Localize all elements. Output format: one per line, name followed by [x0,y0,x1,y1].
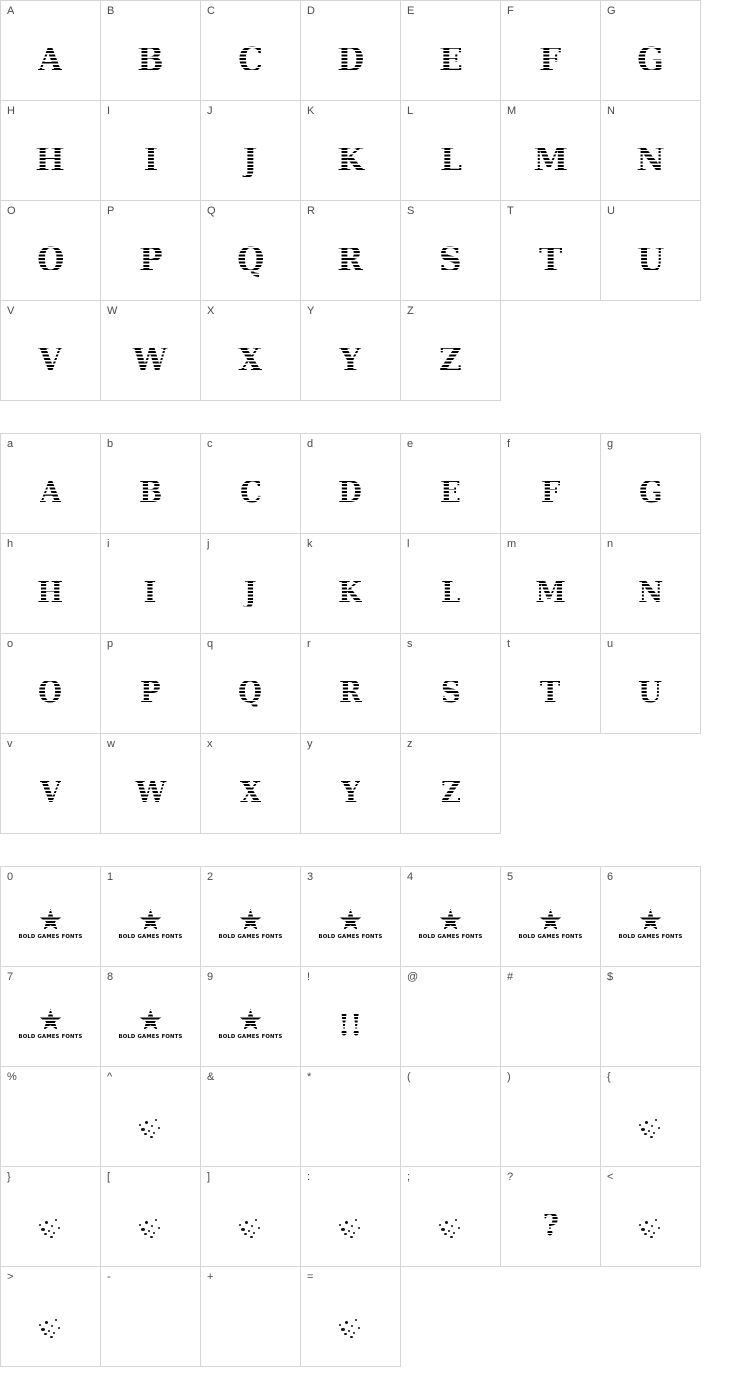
glyph-preview [401,895,500,957]
charmap-row [1,967,701,1067]
charmap-cell[interactable] [601,867,701,967]
cell-label: ; [407,1171,411,1183]
charmap-cell[interactable] [301,1067,401,1167]
charmap-cell[interactable] [301,534,401,634]
glyph-preview: W [132,340,169,380]
block-spacer-1 [0,401,740,433]
cell-label: F [507,5,514,17]
cell-label: [ [107,1171,111,1183]
glyph-preview: U [636,240,665,280]
cell-label: { [607,1071,611,1083]
charmap-cell[interactable] [101,967,201,1067]
glyph-preview: B [137,40,164,80]
charmap-row [1,1267,701,1367]
glyph-preview: P [140,675,161,710]
charmap-cell[interactable] [601,634,701,734]
cell-label: q [207,638,214,650]
charmap-cell[interactable] [101,1167,201,1267]
charmap-cell[interactable] [301,967,401,1067]
lowercase-block [0,433,740,834]
cell-label: % [7,1071,17,1083]
charmap-cell[interactable] [101,734,201,834]
charmap-cell[interactable] [201,634,301,734]
glyph-preview [201,995,300,1057]
glyph-preview: E [438,40,463,80]
charmap-cell[interactable] [201,201,301,301]
charmap-cell[interactable] [501,534,601,634]
glyph-preview [301,895,400,957]
cell-label: w [107,738,115,750]
charmap-cell[interactable] [401,967,501,1067]
charmap-cell[interactable] [201,101,301,201]
cell-label: m [507,538,517,550]
cell-label: D [307,5,315,17]
cell-label: # [507,971,514,983]
cell-label: P [107,205,115,217]
charmap-empty-cell [501,1267,601,1367]
wordmark-text: BOLD GAMES FONTS [418,933,483,940]
charmap-cell[interactable] [201,734,301,834]
cell-label: s [407,638,413,650]
wordmark-text: BOLD GAMES FONTS [618,933,683,940]
star-icon: ★ BOLD GAMES FONTS [18,1005,83,1040]
cell-label: - [107,1271,111,1283]
charmap-cell[interactable] [201,1,301,101]
wordmark-text: BOLD GAMES FONTS [218,1033,283,1040]
cell-label: t [507,638,511,650]
charmap-cell[interactable] [201,867,301,967]
cell-label: } [7,1171,11,1183]
glyph-preview: F [540,475,561,510]
glyph-speck-mark [301,1295,400,1357]
charmap-cell[interactable] [101,201,201,301]
charmap-cell[interactable] [501,867,601,967]
glyph-preview: S [440,675,461,710]
cell-label: k [307,538,313,550]
cell-label: ( [407,1071,411,1083]
charmap-empty-cell [601,301,701,401]
charmap-row [1,1167,701,1267]
glyph-preview [101,895,200,957]
glyph-preview: H [37,575,64,610]
cell-label: 7 [7,971,14,983]
charmap-cell[interactable] [601,434,701,534]
cell-label: C [207,5,215,17]
glyph-preview [501,895,600,957]
cell-label: V [7,305,15,317]
charmap-cell[interactable] [601,1167,701,1267]
glyph-preview: R [337,240,364,280]
uppercase-table [0,0,701,401]
glyph-preview: M [533,140,568,180]
star-icon: ★ BOLD GAMES FONTS [618,905,683,940]
charmap-cell[interactable] [1,301,101,401]
symbols-block [0,866,740,1367]
cell-label: E [407,5,415,17]
glyph-preview [1,895,100,957]
charmap-cell[interactable] [201,967,301,1067]
cell-label: U [607,205,615,217]
charmap-row [1,201,701,301]
charmap-cell[interactable] [1,967,101,1067]
glyph-preview [101,995,200,1057]
cell-label: g [607,438,614,450]
cell-label: o [7,638,14,650]
charmap-cell[interactable] [401,1,501,101]
charmap-cell[interactable] [301,634,401,734]
charmap-cell[interactable] [601,1,701,101]
charmap-cell[interactable] [501,1067,601,1167]
charmap-cell[interactable] [401,534,501,634]
charmap-cell[interactable] [301,734,401,834]
glyph-speck-mark [401,1195,500,1257]
charmap-cell[interactable] [1,634,101,734]
cell-label: 3 [307,871,314,883]
glyph-speck-mark [201,1195,300,1257]
charmap-cell[interactable] [201,301,301,401]
charmap-cell[interactable] [1,1167,101,1267]
charmap-cell[interactable] [501,634,601,734]
cell-label: I [107,105,111,117]
cell-label: 0 [7,871,14,883]
glyph-preview: N [636,140,665,180]
glyph-preview: F [539,40,562,80]
star-icon: ★ BOLD GAMES FONTS [418,905,483,940]
glyph-preview: U [638,675,663,710]
charmap-empty-cell [501,734,601,834]
cell-label: a [7,438,14,450]
charmap-cell[interactable] [501,1,601,101]
cell-label: @ [407,971,419,983]
charmap-cell[interactable] [101,101,201,201]
glyph-preview: X [239,775,262,810]
cell-label: A [7,5,15,17]
wordmark-text: BOLD GAMES FONTS [18,1033,83,1040]
charmap-cell[interactable] [201,1067,301,1167]
charmap-cell[interactable] [201,434,301,534]
glyph-preview: !! [338,1008,363,1043]
charmap-cell[interactable] [401,634,501,734]
glyph-speck-mark [1,1195,100,1257]
charmap-cell[interactable] [101,301,201,401]
glyph-preview: H [35,140,66,180]
wordmark-text: BOLD GAMES FONTS [118,933,183,940]
cell-label: f [507,438,511,450]
charmap-cell[interactable] [101,1267,201,1367]
glyph-preview: N [637,575,664,610]
charmap-row [1,534,701,634]
glyph-preview: B [138,475,163,510]
glyph-preview: L [440,575,461,610]
cell-label: Y [307,305,315,317]
star-icon: ★ BOLD GAMES FONTS [118,1005,183,1040]
glyph-preview: I [143,140,158,180]
charmap-cell[interactable] [301,434,401,534]
glyph-preview: V [38,340,63,380]
cell-label: X [207,305,215,317]
glyph-preview [601,895,700,957]
glyph-speck-mark [101,1195,200,1257]
cell-label: i [107,538,110,550]
glyph-preview [201,895,300,957]
cell-label: H [7,105,15,117]
star-icon: ★ BOLD GAMES FONTS [318,905,383,940]
charmap-empty-cell [601,1267,701,1367]
charmap-cell[interactable] [301,101,401,201]
glyph-preview: L [439,140,462,180]
charmap-empty-cell [501,301,601,401]
cell-label: ? [507,1171,514,1183]
charmap-cell[interactable] [101,634,201,734]
cell-label: = [307,1271,314,1283]
star-icon: ★ BOLD GAMES FONTS [218,1005,283,1040]
star-icon: ★ BOLD GAMES FONTS [518,905,583,940]
glyph-preview: R [339,675,362,710]
charmap-cell[interactable] [1,434,101,534]
cell-label: ^ [107,1071,113,1083]
glyph-preview: V [39,775,62,810]
glyph-preview: M [535,575,566,610]
cell-label: G [607,5,616,17]
cell-label: ) [507,1071,511,1083]
glyph-preview: Q [238,675,263,710]
cell-label: j [207,538,210,550]
cell-label: * [307,1071,312,1083]
cell-label: ! [307,971,311,983]
charmap-cell[interactable] [601,534,701,634]
charmap-cell[interactable] [401,1167,501,1267]
charmap-cell[interactable] [501,201,601,301]
charmap-cell[interactable] [101,867,201,967]
star-icon: ★ BOLD GAMES FONTS [18,905,83,940]
cell-label: Z [407,305,414,317]
cell-label: c [207,438,213,450]
glyph-preview: P [138,240,163,280]
glyph-preview: S [439,240,462,280]
cell-label: 4 [407,871,414,883]
charmap-row [1,867,701,967]
wordmark-text: BOLD GAMES FONTS [318,933,383,940]
charmap-cell[interactable] [301,301,401,401]
glyph-preview: A [39,475,62,510]
cell-label: M [507,105,517,117]
cell-label: d [307,438,314,450]
charmap-cell[interactable] [1,201,101,301]
glyph-preview: J [243,140,258,180]
cell-label: 2 [207,871,214,883]
charmap-cell[interactable] [1,534,101,634]
charmap-cell[interactable] [401,434,501,534]
cell-label: B [107,5,115,17]
glyph-preview: X [238,340,263,380]
charmap-row [1,301,701,401]
charmap-cell[interactable] [401,867,501,967]
charmap-cell[interactable] [601,101,701,201]
charmap-cell[interactable] [201,1267,301,1367]
glyph-preview: O [38,675,63,710]
cell-label: 1 [107,871,114,883]
star-icon: ★ BOLD GAMES FONTS [218,905,283,940]
charmap-cell[interactable] [501,434,601,534]
lowercase-table [0,433,701,834]
glyph-preview: C [238,40,263,80]
wordmark-text: BOLD GAMES FONTS [218,933,283,940]
charmap-row [1,1,701,101]
uppercase-block [0,0,740,401]
glyph-preview: O [36,240,65,280]
glyph-preview: C [239,475,262,510]
cell-label: < [607,1171,614,1183]
cell-label: + [207,1271,214,1283]
glyph-preview [1,995,100,1057]
cell-label: r [307,638,311,650]
charmap-cell[interactable] [401,101,501,201]
charmap-cell[interactable] [101,434,201,534]
charmap-cell[interactable] [401,1067,501,1167]
charmap-row [1,101,701,201]
cell-label: y [307,738,313,750]
glyph-preview: Y [339,340,362,380]
glyph-preview: Q [236,240,265,280]
charmap-cell[interactable] [301,867,401,967]
cell-label: L [407,105,414,117]
glyph-preview: ? [542,1208,559,1243]
charmap-cell[interactable] [1,1,101,101]
cell-label: l [407,538,410,550]
glyph-preview: D [336,40,365,80]
cell-label: v [7,738,13,750]
glyph-preview: E [439,475,462,510]
glyph-preview: I [144,575,157,610]
cell-label: p [107,638,114,650]
charmap-cell[interactable] [501,101,601,201]
charmap-cell[interactable] [101,534,201,634]
cell-label: & [207,1071,215,1083]
cell-label: : [307,1171,311,1183]
cell-label: 8 [107,971,114,983]
cell-label: x [207,738,213,750]
charmap-row [1,1067,701,1167]
charmap-cell[interactable] [101,1,201,101]
charmap-row [1,434,701,534]
charmap-cell[interactable] [101,1067,201,1167]
charmap-empty-cell [601,734,701,834]
charmap-cell[interactable] [401,734,501,834]
glyph-preview: Z [440,775,461,810]
cell-label: Q [207,205,216,217]
cell-label: b [107,438,114,450]
charmap-cell[interactable] [1,734,101,834]
cell-label: T [507,205,514,217]
charmap-empty-cell [401,1267,501,1367]
glyph-preview: K [336,140,365,180]
cell-label: u [607,638,614,650]
glyph-speck-mark [1,1295,100,1357]
glyph-speck-mark [101,1095,200,1157]
cell-label: 6 [607,871,614,883]
glyph-speck-mark [301,1195,400,1257]
charmap-cell[interactable] [301,1167,401,1267]
charmap-cell[interactable] [201,1167,301,1267]
cell-label: ] [207,1171,211,1183]
charmap-cell[interactable] [401,301,501,401]
glyph-preview: D [338,475,363,510]
charmap-cell[interactable] [601,201,701,301]
glyph-preview: A [38,40,63,80]
charmap-cell[interactable] [1,1067,101,1167]
charmap-cell[interactable] [601,967,701,1067]
glyph-speck-mark [601,1195,700,1257]
symbols-table [0,866,701,1367]
charmap-cell[interactable] [301,1,401,101]
glyph-speck-mark [601,1095,700,1157]
cell-label: O [7,205,16,217]
charmap-cell[interactable] [601,1067,701,1167]
glyph-preview: J [243,575,258,610]
glyph-preview: W [134,775,166,810]
cell-label: e [407,438,414,450]
glyph-preview: T [540,675,561,710]
cell-label: W [107,305,118,317]
cell-label: z [407,738,413,750]
charmap-cell[interactable] [301,201,401,301]
charmap-cell[interactable] [301,1267,401,1367]
cell-label: N [607,105,615,117]
cell-label: J [207,105,213,117]
charmap-cell[interactable] [501,967,601,1067]
block-spacer-2 [0,834,740,866]
cell-label: K [307,105,315,117]
glyph-preview: Y [340,775,361,810]
wordmark-text: BOLD GAMES FONTS [18,933,83,940]
glyph-preview: K [338,575,363,610]
charmap-row [1,734,701,834]
cell-label: R [307,205,315,217]
charmap-cell[interactable] [1,1267,101,1367]
cell-label: h [7,538,14,550]
charmap-cell[interactable] [201,534,301,634]
cell-label: 9 [207,971,214,983]
cell-label: > [7,1271,14,1283]
wordmark-text: BOLD GAMES FONTS [118,1033,183,1040]
cell-label: 5 [507,871,514,883]
charmap-cell[interactable] [501,1167,601,1267]
cell-label: n [607,538,614,550]
wordmark-text: BOLD GAMES FONTS [518,933,583,940]
glyph-preview: G [637,40,664,80]
charmap-cell[interactable] [1,867,101,967]
charmap-row [1,634,701,734]
cell-label: S [407,205,415,217]
cell-label: $ [607,971,614,983]
glyph-preview: G [638,475,663,510]
charmap-cell[interactable] [401,201,501,301]
charmap-cell[interactable] [1,101,101,201]
glyph-preview: Z [439,340,462,380]
glyph-preview: T [538,240,563,280]
star-icon: ★ BOLD GAMES FONTS [118,905,183,940]
